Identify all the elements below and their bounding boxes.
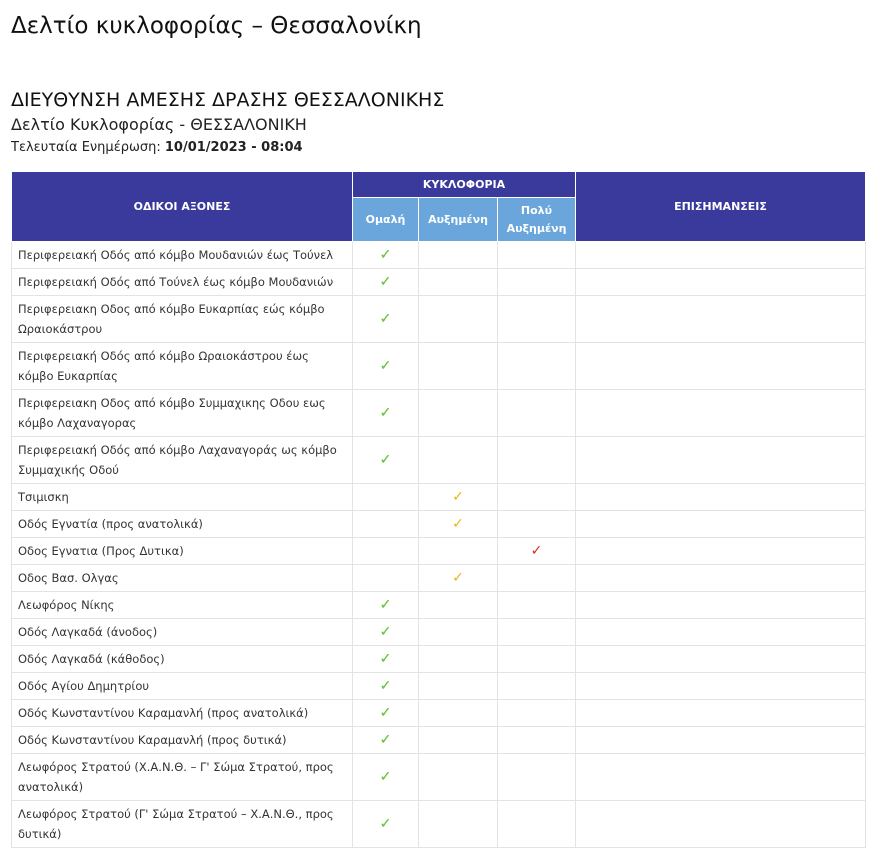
- note-cell: [576, 484, 866, 511]
- status-cell-normal: [353, 754, 419, 801]
- bulletin-subtitle: Δελτίο Κυκλοφορίας - ΘΕΣΣΑΛΟΝΙΚΗ: [11, 115, 307, 134]
- table-row: [12, 565, 866, 592]
- status-cell-increased: [419, 727, 498, 754]
- status-cell-very-increased: [498, 700, 576, 727]
- check-icon: ✓: [452, 516, 464, 532]
- status-cell-increased: [419, 754, 498, 801]
- check-icon: ✓: [452, 570, 464, 586]
- status-cell-increased: [419, 296, 498, 343]
- check-icon: ✓: [379, 247, 392, 263]
- check-icon: ✓: [530, 543, 543, 559]
- status-cell-increased: [419, 437, 498, 484]
- note-cell: [576, 700, 866, 727]
- check-icon: ✓: [379, 624, 392, 640]
- status-cell-normal: [353, 565, 419, 592]
- note-cell: [576, 592, 866, 619]
- last-update-value: 10/01/2023 - 08:04: [164, 140, 303, 155]
- status-cell-very-increased: [498, 592, 576, 619]
- road-name: Περιφερειακή Οδός από κόμβο Μουδανιών έως Τούνελ: [12, 242, 353, 269]
- road-name: Περιφερειακή Οδός από Τούνελ έως κόμβο Μουδανιών: [12, 269, 353, 296]
- note-cell: [576, 754, 866, 801]
- page-title: Δελτίο κυκλοφορίας – Θεσσαλονίκη: [11, 13, 422, 39]
- road-name: Περιφερειακή Οδός από κόμβο Λαχαναγοράς ως κόμβο Συμμαχικής Οδού: [12, 437, 353, 484]
- status-cell-increased: [419, 801, 498, 848]
- status-cell-increased: [419, 646, 498, 673]
- table-row: [12, 390, 866, 437]
- header-increased: Αυξημένη: [419, 198, 498, 242]
- status-cell-very-increased: [498, 343, 576, 390]
- table-row: [12, 242, 866, 269]
- table-row: [12, 296, 866, 343]
- note-cell: [576, 242, 866, 269]
- header-normal: Ομαλή: [353, 198, 419, 242]
- road-name: Οδος Εγνατια (Προς Δυτικα): [12, 538, 353, 565]
- table-row: [12, 619, 866, 646]
- status-cell-normal: [353, 242, 419, 269]
- status-cell-very-increased: [498, 646, 576, 673]
- check-icon: ✓: [379, 732, 392, 748]
- status-cell-very-increased: [498, 296, 576, 343]
- check-icon: ✓: [452, 489, 464, 505]
- status-cell-very-increased: [498, 801, 576, 848]
- check-icon: ✓: [379, 274, 392, 290]
- status-cell-very-increased: [498, 269, 576, 296]
- status-cell-very-increased: [498, 727, 576, 754]
- status-cell-increased: [419, 242, 498, 269]
- organization-heading: ΔΙΕΥΘΥΝΣΗ ΑΜΕΣΗΣ ΔΡΑΣΗΣ ΘΕΣΣΑΛΟΝΙΚΗΣ: [11, 89, 445, 111]
- status-cell-normal: [353, 511, 419, 538]
- table-row: [12, 727, 866, 754]
- header-very-increased: Πολύ Αυξημένη: [498, 198, 576, 242]
- table-row: [12, 801, 866, 848]
- table-row: [12, 646, 866, 673]
- status-cell-normal: [353, 484, 419, 511]
- road-name: Οδός Κωνσταντίνου Καραμανλή (προς δυτικά): [12, 727, 353, 754]
- table-row: [12, 269, 866, 296]
- status-cell-increased: [419, 511, 498, 538]
- status-cell-very-increased: [498, 484, 576, 511]
- table-row: [12, 484, 866, 511]
- status-cell-normal: [353, 673, 419, 700]
- status-cell-very-increased: [498, 242, 576, 269]
- road-name: Περιφερειακη Οδος από κόμβο Ευκαρπίας εώς κόμβο Ωραιοκάστρου: [12, 296, 353, 343]
- note-cell: [576, 343, 866, 390]
- status-cell-very-increased: [498, 565, 576, 592]
- status-cell-very-increased: [498, 619, 576, 646]
- road-name: Λεωφόρος Νίκης: [12, 592, 353, 619]
- note-cell: [576, 619, 866, 646]
- header-roads: ΟΔΙΚΟΙ ΑΞΟΝΕΣ: [12, 172, 353, 242]
- status-cell-increased: [419, 673, 498, 700]
- check-icon: ✓: [379, 358, 392, 374]
- traffic-rows: [12, 242, 866, 848]
- header-traffic: ΚΥΚΛΟΦΟΡΙΑ: [353, 172, 576, 198]
- status-cell-increased: [419, 343, 498, 390]
- check-icon: ✓: [379, 651, 392, 667]
- check-icon: ✓: [379, 769, 392, 785]
- header-notes: ΕΠΙΣΗΜΑΝΣΕΙΣ: [576, 172, 866, 242]
- check-icon: ✓: [379, 705, 392, 721]
- table-row: [12, 538, 866, 565]
- status-cell-increased: [419, 390, 498, 437]
- note-cell: [576, 437, 866, 484]
- table-row: [12, 700, 866, 727]
- table-row: [12, 511, 866, 538]
- road-name: Οδός Λαγκαδά (άνοδος): [12, 619, 353, 646]
- status-cell-very-increased: [498, 673, 576, 700]
- table-row: [12, 437, 866, 484]
- status-cell-normal: [353, 538, 419, 565]
- status-cell-normal: [353, 343, 419, 390]
- note-cell: [576, 390, 866, 437]
- note-cell: [576, 296, 866, 343]
- status-cell-increased: [419, 700, 498, 727]
- note-cell: [576, 269, 866, 296]
- note-cell: [576, 801, 866, 848]
- last-update: [11, 139, 871, 157]
- status-cell-very-increased: [498, 437, 576, 484]
- status-cell-normal: [353, 801, 419, 848]
- status-cell-very-increased: [498, 538, 576, 565]
- road-name: Οδός Αγίου Δημητρίου: [12, 673, 353, 700]
- road-name: Οδος Βασ. Ολγας: [12, 565, 353, 592]
- road-name: Οδός Λαγκαδά (κάθοδος): [12, 646, 353, 673]
- note-cell: [576, 646, 866, 673]
- note-cell: [576, 511, 866, 538]
- status-cell-normal: [353, 437, 419, 484]
- status-cell-normal: [353, 727, 419, 754]
- note-cell: [576, 565, 866, 592]
- road-name: Λεωφόρος Στρατού (Χ.Α.Ν.Θ. – Γ' Σώμα Στρατού, προς ανατολικά): [12, 754, 353, 801]
- status-cell-very-increased: [498, 511, 576, 538]
- road-name: Οδός Εγνατία (προς ανατολικά): [12, 511, 353, 538]
- road-name: Περιφερειακη Οδος από κόμβο Συμμαχικης Οδου εως κόμβο Λαχαναγορας: [12, 390, 353, 437]
- status-cell-normal: [353, 592, 419, 619]
- check-icon: ✓: [379, 597, 392, 613]
- traffic-table: [11, 171, 866, 848]
- status-cell-very-increased: [498, 754, 576, 801]
- status-cell-increased: [419, 484, 498, 511]
- status-cell-normal: [353, 619, 419, 646]
- status-cell-increased: [419, 592, 498, 619]
- road-name: Περιφερειακή Οδός από κόμβο Ωραιοκάστρου έως κόμβο Ευκαρπίας: [12, 343, 353, 390]
- road-name: Τσιμισκη: [12, 484, 353, 511]
- table-row: [12, 592, 866, 619]
- check-icon: ✓: [379, 452, 392, 468]
- status-cell-normal: [353, 269, 419, 296]
- status-cell-increased: [419, 619, 498, 646]
- check-icon: ✓: [379, 405, 392, 421]
- status-cell-very-increased: [498, 390, 576, 437]
- check-icon: ✓: [379, 678, 392, 694]
- check-icon: ✓: [379, 311, 392, 327]
- status-cell-normal: [353, 390, 419, 437]
- status-cell-normal: [353, 700, 419, 727]
- check-icon: ✓: [379, 816, 392, 832]
- status-cell-increased: [419, 565, 498, 592]
- note-cell: [576, 673, 866, 700]
- note-cell: [576, 538, 866, 565]
- road-name: Λεωφόρος Στρατού (Γ' Σώμα Στρατού – Χ.Α.Ν.Θ., προς δυτικά): [12, 801, 353, 848]
- status-cell-normal: [353, 646, 419, 673]
- note-cell: [576, 727, 866, 754]
- table-row: [12, 343, 866, 390]
- status-cell-normal: [353, 296, 419, 343]
- status-cell-increased: [419, 538, 498, 565]
- last-update-label: Τελευταία Ενημέρωση:: [11, 140, 161, 155]
- status-cell-increased: [419, 269, 498, 296]
- table-row: [12, 754, 866, 801]
- road-name: Οδός Κωνσταντίνου Καραμανλή (προς ανατολικά): [12, 700, 353, 727]
- table-row: [12, 673, 866, 700]
